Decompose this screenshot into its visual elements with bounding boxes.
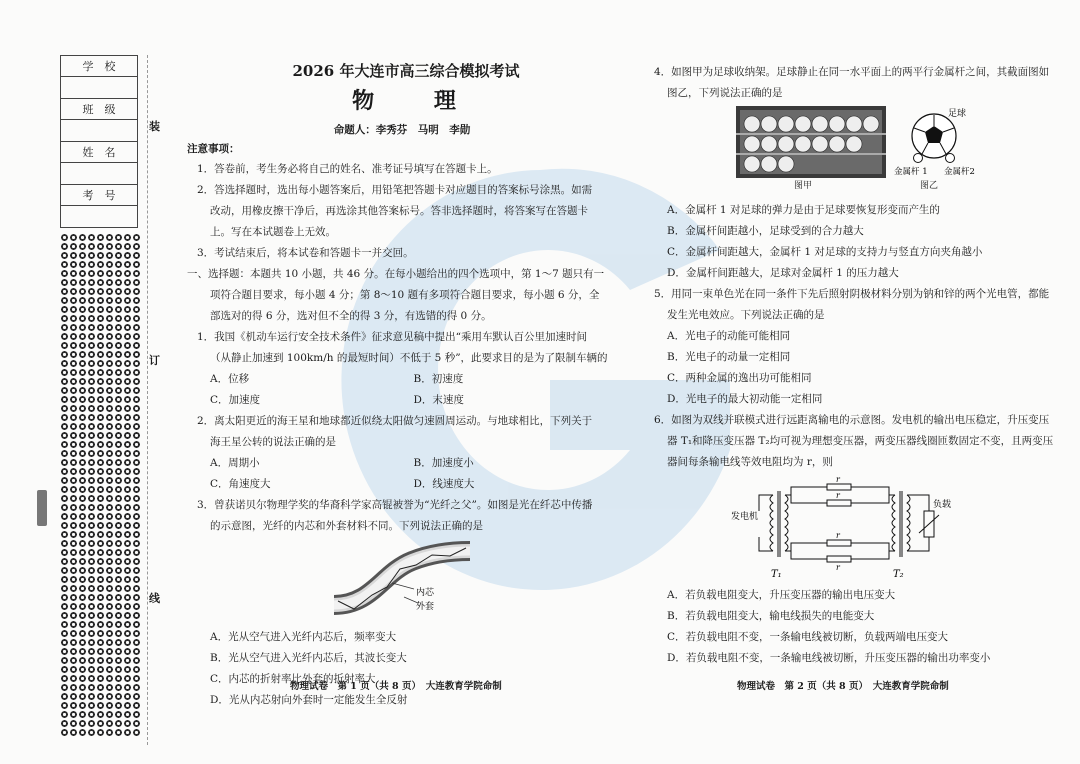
q5-option-b: B．光电子的动量一定相同 [667,351,791,363]
q3-option-d: D．光从内芯射向外套时一定能发生全反射 [210,694,408,706]
q3-option-a: A．光从空气进入光纤内芯后，频率变大 [210,631,397,643]
margin-char-ding: 订 [149,354,160,367]
section-intro: 一、选择题：本题共 10 小题，共 46 分。在每小题给出的四个选项中，第 1～7 题只有一 [187,268,605,280]
name-label: 姓 名 [61,142,138,163]
binding-strip [60,55,140,745]
q6-stem: 6．如图为双线并联模式进行远距离输电的示意图。发电机的输出电压稳定，升压变压 [654,414,1050,426]
class-field[interactable] [61,120,138,142]
q2-option-b: B．加速度小 [413,457,474,469]
q5-stem: 发生光电效应。下列说法正确的是 [667,309,825,321]
binding-tab [37,490,47,526]
figure-a-caption: 图甲 [794,181,813,191]
q4-option-c: C．金属杆间距越大，金属杆 1 对足球的支持力与竖直方向夹角越小 [667,246,983,258]
figure-b-caption: 图乙 [920,181,939,191]
q4-option-a: A．金属杆 1 对足球的弹力是由于足球要恢复形变而产生的 [667,204,940,216]
q4-stem: 4．如图甲为足球收纳架。足球静止在同一水平面上的两平行金属杆之间，其截面图如 [654,66,1050,78]
student-info-table [60,55,138,228]
q1-stem: （从静止加速到 100km/h 的最短时间）不低于 5 秒”，此要求目的是为了限制车辆的 [210,352,608,364]
q2-options [187,453,617,474]
school-field[interactable] [61,77,138,99]
margin-char-xian: 线 [149,592,160,605]
page-1 [187,60,617,711]
ball-rack-photo [736,106,886,178]
q6-option-a: A．若负载电阻变大，升压变压器的输出电压变大 [667,589,896,601]
resistor-r-label: r [836,475,840,484]
load-label: 负载 [933,500,952,510]
section-intro: 部选对的得 6 分，选对但不全的得 3 分，有选错的得 0 分。 [210,310,492,322]
q5-option-a: A．光电子的动能可能相同 [667,330,791,342]
q2-option-d: D．线速度大 [413,478,475,490]
q4-figure-area [644,104,1044,200]
q3-stem: 3．曾获诺贝尔物理学奖的华裔科学家高锟被誉为“光纤之父”。如图是光在纤芯中传播 [197,499,593,511]
q1-options [187,369,617,390]
resistor-r-label: r [836,491,840,500]
q6-stem: 器间每条输电线等效电阻均为 r，则 [667,456,833,468]
q2-stem: 海王星公转的说法正确的是 [210,436,336,448]
school-label: 学 校 [61,56,138,77]
q6-option-c: C．若负载电阻不变，一条输电线被切断，负载两端电压变大 [667,631,949,643]
notice-item: 2．答选择题时，选出每小题答案后，用铅笔把答题卡对应题目的答案标号涂黑。如需 [197,184,593,196]
exam-title: 2026 年大连市高三综合模拟考试 [292,62,520,80]
q5-option-c: C．两种金属的逸出功可能相同 [667,372,812,384]
q1-option-c: C．加速度 [210,394,261,406]
q6-stem: 器 T₁和降压变压器 T₂均可视为理想变压器，两变压器线圈匝数固定不变，且两变压 [667,435,1054,447]
name-field[interactable] [61,163,138,185]
transmission-circuit-diagram [729,475,959,583]
q3-stem: 的示意图，光纤的内芯和外套材料不同。下列说法正确的是 [210,520,483,532]
notice-item: 3．考试结束后，将本试卷和答题卡一并交回。 [197,247,414,259]
q1-stem: 1．我国《机动车运行安全技术条件》征求意见稿中提出“乘用车默认百公里加速时间 [197,331,588,343]
notice-item: 上。写在本试题卷上无效。 [210,226,336,238]
page-2-footer: 物理试卷 第 2 页（共 8 页） 大连教育学院命制 [737,681,949,692]
class-label: 班 级 [61,99,138,120]
q1-option-b: B．初速度 [413,373,464,385]
q2-option-a: A．周期小 [210,457,260,469]
q4-option-b: B．金属杆间距越小，足球受到的合力越大 [667,225,864,237]
q6-figure-area [644,473,1044,585]
notice-heading: 注意事项： [187,143,240,155]
resistor-r-label: r [836,563,840,572]
q6-option-b: B．若负载电阻变大，输电线损失的电能变大 [667,610,875,622]
q6-option-d: D．若负载电阻不变，一条输电线被切断，升压变压器的输出功率变小 [667,652,991,664]
margin-char-zhuang: 装 [149,120,160,133]
q5-option-d: D．光电子的最大初动能一定相同 [667,393,823,405]
page-2 [644,62,1054,669]
subject-title: 物 理 [352,88,482,114]
page-1-footer: 物理试卷 第 1 页（共 8 页） 大连教育学院命制 [290,681,502,692]
ball-cross-section [894,104,996,177]
optical-fiber-diagram [332,543,472,623]
q1-option-a: A．位移 [210,373,250,385]
q3-figure-area [187,537,617,627]
exam-number-label: 考 号 [61,185,138,206]
resistor-r-label: r [836,531,840,540]
q5-stem: 5．用同一束单色光在同一条件下先后照射阴极材料分别为钠和锌的两个光电管，都能 [654,288,1050,300]
binding-line [147,55,148,745]
t1-label: T₁ [771,569,782,580]
q3-option-c: C．内芯的折射率比外套的折射率大 [210,673,376,685]
q4-stem: 图乙，下列说法正确的是 [667,87,783,99]
notice-item: 改动，用橡皮擦干净后，再选涂其他答案标号。答非选择题时，将答案写在答题卡 [210,205,588,217]
ball-label: 足球 [948,109,967,119]
q2-option-c: C．角速度大 [210,478,271,490]
generator-label: 发电机 [731,512,759,522]
rod2-label: 金属杆2 [944,167,975,177]
q3-option-b: B．光从空气进入光纤内芯后，其波长变大 [210,652,407,664]
q2-stem: 2．离太阳更近的海王星和地球都近似绕太阳做匀速圆周运动。与地球相比，下列关于 [197,415,593,427]
rod1-label: 金属杆 1 [894,167,928,177]
section-intro: 项符合题目要求，每小题 4 分；第 8～10 题有多项符合题目要求，每小题 6 分，全 [210,289,600,301]
t2-label: T₂ [893,569,904,580]
authors-line: 命题人：李秀芬 马明 李勋 [333,124,471,136]
q1-option-d: D．末速度 [413,394,464,406]
exam-number-field[interactable] [61,206,138,228]
fiber-cladding-label: 外套 [416,602,435,612]
fiber-core-label: 内芯 [416,588,435,598]
q4-option-d: D．金属杆间距越大，足球对金属杆 1 的压力越大 [667,267,899,279]
notice-item: 1．答卷前，考生务必将自己的姓名、准考证号填写在答题卡上。 [197,163,498,175]
